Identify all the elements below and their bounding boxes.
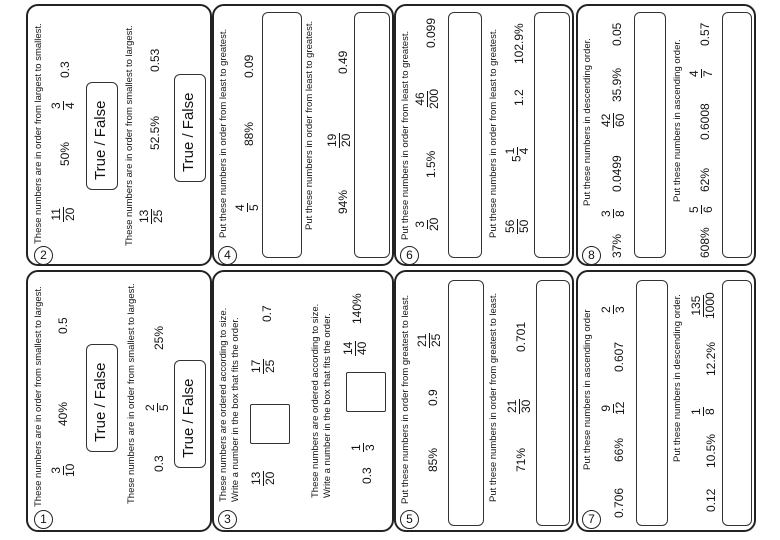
card-6 <box>394 4 574 266</box>
item: 0.701 <box>514 321 528 352</box>
item <box>326 133 352 148</box>
item <box>342 341 368 356</box>
item <box>250 471 276 486</box>
item: 1.5% <box>424 150 438 178</box>
item: 0.706 <box>612 487 626 518</box>
fraction: 135 1000 <box>689 292 717 319</box>
item: 94% <box>336 189 350 214</box>
card-5-question-1: Put these numbers in order from greatest to least. <box>400 294 411 504</box>
card-number-badge: 3 <box>218 510 237 529</box>
card-6-question-1: Put these numbers in order from least to greatest. <box>400 30 411 240</box>
item: 0.7 <box>260 305 274 322</box>
item <box>144 403 170 412</box>
card-8-question-1: Put these numbers in descending order. <box>582 38 593 206</box>
card-3-question-2-line-2: Write a number in the box that fits the order. <box>322 313 333 498</box>
answer-box[interactable] <box>448 280 484 526</box>
item: 66% <box>612 437 626 462</box>
fraction: 56 50 <box>503 219 531 233</box>
item <box>50 463 76 478</box>
fraction: 2 5 <box>143 404 171 411</box>
item: 0.53 <box>148 48 162 72</box>
item: 5 1 4 <box>503 147 531 162</box>
card-4-question-2: Put these numbers in order from least to greatest. <box>304 20 315 230</box>
answer-box[interactable] <box>262 12 302 258</box>
fraction: 13 20 <box>249 471 277 485</box>
item: 0.12 <box>704 488 718 512</box>
answer-box[interactable] <box>722 12 752 258</box>
item <box>50 207 76 222</box>
item: 52.5% <box>148 115 162 150</box>
card-4-question-1: Put these numbers in order from least to greatest. <box>218 28 229 238</box>
item: 0.49 <box>336 50 350 74</box>
item: 0.9 <box>426 389 440 406</box>
answer-box[interactable] <box>354 12 390 258</box>
item: 0.5 <box>56 317 70 334</box>
item: 35.9% <box>610 67 624 102</box>
item: 10.5% <box>704 433 718 468</box>
fraction: 1 3 <box>349 444 377 451</box>
card-number-badge: 2 <box>34 246 53 265</box>
fraction: 1 8 <box>689 408 717 415</box>
fraction: 1 4 <box>503 147 531 155</box>
fraction: 3 10 <box>49 463 77 477</box>
item: 140% <box>350 293 364 324</box>
true-false-label: True / False <box>180 92 197 172</box>
item: 37% <box>610 233 624 258</box>
card-3-question-1: These numbers are ordered according to size. <box>218 307 229 502</box>
answer-box[interactable] <box>536 280 570 526</box>
item <box>414 217 440 232</box>
item: 608% <box>698 227 712 258</box>
fraction: 46 200 <box>413 88 441 109</box>
answer-box[interactable] <box>636 280 668 526</box>
item <box>600 401 626 416</box>
item: 12.2% <box>704 341 718 376</box>
item <box>688 69 714 78</box>
card-3-question-2: These numbers are ordered according to size. <box>310 303 321 498</box>
item: 0.3 <box>360 467 374 484</box>
item <box>250 359 276 374</box>
card-2-question-2: These numbers are in order from smallest to largest. <box>124 25 135 246</box>
item: 0.0499 <box>610 155 624 192</box>
item: 71% <box>514 447 528 472</box>
answer-box[interactable] <box>634 12 666 258</box>
fraction: 4 5 <box>233 204 261 211</box>
item: 50% <box>58 141 72 166</box>
card-number-badge: 8 <box>582 246 601 265</box>
item: 62% <box>698 167 712 192</box>
item <box>414 88 440 110</box>
item: 85% <box>426 447 440 472</box>
card-7-question-2: Put these numbers in descending order. <box>672 294 683 462</box>
fraction: 11 20 <box>49 207 77 221</box>
card-3-question-1-line-2: Write a number in the box that fits the order. <box>230 317 241 502</box>
item: 25% <box>152 325 166 350</box>
fraction: 21 30 <box>505 399 533 413</box>
card-5 <box>394 270 574 532</box>
item: 0.57 <box>698 22 712 46</box>
card-1-question-1: These numbers are in order from smallest to largest. <box>33 286 44 507</box>
card-1 <box>26 270 212 532</box>
item: 0.607 <box>612 341 626 372</box>
item <box>138 209 164 224</box>
card-5-question-2: Put these numbers in order from greatest to least. <box>488 292 499 502</box>
card-1-question-2: These numbers are in order from smallest to largest. <box>126 283 137 504</box>
fraction: 21 25 <box>415 333 443 347</box>
card-3 <box>212 270 394 532</box>
item <box>416 333 442 348</box>
true-false-label: True / False <box>92 362 109 442</box>
true-false-label: True / False <box>92 100 109 180</box>
card-8 <box>576 4 756 266</box>
fraction: 17 25 <box>249 359 277 373</box>
fraction: 9 12 <box>599 401 627 415</box>
answer-box[interactable] <box>250 404 290 444</box>
card-number-badge: 5 <box>400 510 419 529</box>
item: 0.6008 <box>698 103 712 140</box>
fraction: 3 4 <box>49 102 77 109</box>
card-4 <box>212 4 394 266</box>
item <box>506 399 532 414</box>
answer-box[interactable] <box>534 12 570 258</box>
item <box>600 209 626 218</box>
card-8-question-2: Put these numbers in ascending order. <box>672 39 683 202</box>
card-2 <box>26 4 212 266</box>
card-2-question-1: These numbers are in order from largest to smallest. <box>33 23 44 244</box>
item <box>688 205 714 214</box>
item: 0.3 <box>58 61 72 78</box>
item: 0.099 <box>424 17 438 48</box>
item: 0.05 <box>610 22 624 46</box>
true-false-label: True / False <box>180 378 197 458</box>
card-number-badge: 7 <box>582 510 601 529</box>
fraction: 19 20 <box>325 133 353 147</box>
answer-box[interactable] <box>722 280 752 526</box>
item <box>504 219 530 234</box>
fraction: 3 20 <box>413 217 441 231</box>
fraction: 42 60 <box>599 113 627 127</box>
card-7 <box>576 270 756 532</box>
card-number-badge: 4 <box>218 246 237 265</box>
item: 102.9% <box>512 23 526 64</box>
item: 88% <box>242 121 256 146</box>
answer-box[interactable] <box>448 12 482 258</box>
item <box>690 291 716 320</box>
fraction: 2 3 <box>599 306 627 313</box>
card-number-badge: 6 <box>400 246 419 265</box>
item <box>50 101 76 110</box>
card-6-question-2: Put these numbers in order from least to greatest. <box>488 28 499 238</box>
fraction: 13 25 <box>137 209 165 223</box>
item: 0.09 <box>242 54 256 78</box>
card-7-question-1: Put these numbers in ascending order <box>582 309 593 470</box>
card-number-badge: 1 <box>34 510 53 529</box>
item <box>600 305 626 314</box>
fraction: 4 7 <box>687 70 715 77</box>
item: 1.2 <box>512 89 526 106</box>
item: 0.3 <box>152 455 166 472</box>
item <box>350 443 376 452</box>
fraction: 3 8 <box>599 210 627 217</box>
item <box>690 407 716 416</box>
item <box>600 113 626 128</box>
item <box>234 203 260 212</box>
answer-box[interactable] <box>346 372 386 412</box>
fraction: 14 40 <box>341 341 369 355</box>
item: 40% <box>56 401 70 426</box>
fraction: 5 6 <box>687 206 715 213</box>
